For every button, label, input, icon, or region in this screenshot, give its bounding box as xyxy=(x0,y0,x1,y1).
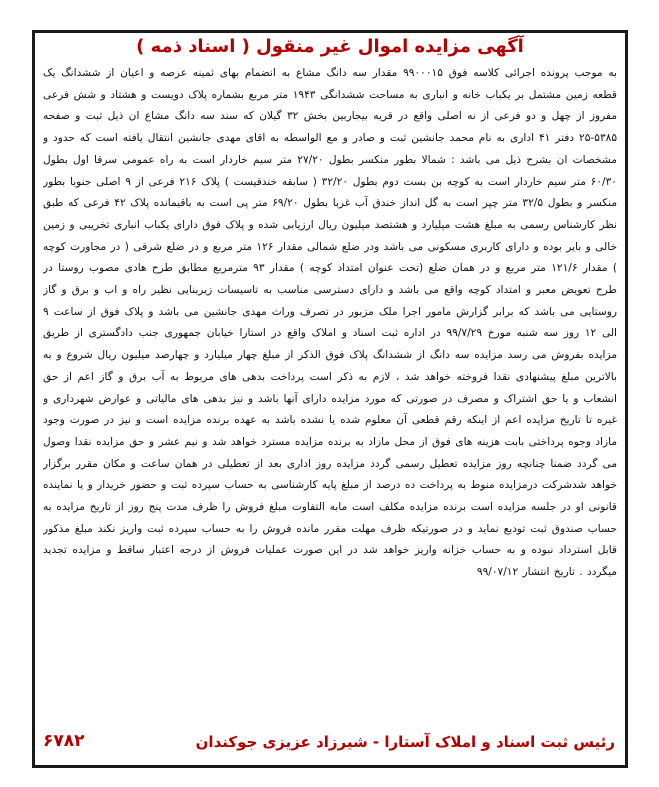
notice-title: آگهی مزایده اموال غیر منقول ( اسناد ذمه ) xyxy=(136,36,524,57)
notice-footer xyxy=(43,729,615,759)
notice-code: ۶۷۸۲ xyxy=(43,731,85,751)
auction-notice xyxy=(32,30,628,768)
signature-line: رئیس ثبت اسناد و املاک آستارا - شیرزاد عزیزی جوکندان xyxy=(195,733,615,751)
notice-body: به موجب پرونده اجرائی کلاسه فوق ۹۹۰۰۰۱۵ مقدار سه دانگ مشاع به انضمام بهای ثمینه عرصه و اعیان از ششدانگ یک قطعه زمین مشتمل بر یکباب خانه و انباری به مساحت ششدانگی ۱۹۴۳ متر مربع بشماره پلاک دویست و هشتاد و شش فرعی مفروز از چهل و دو فرعی از نه اصلی واقع در قریه بیجاربین بخش ۳۲ گیلان که سند سه دانگ مشاع ان ذیل ثبت و صفحه ۵۳۸۵-۲۵ دفتر ۴۱ اداری به نام محمد جانشین ثبت و صادر و مع الواسطه به اقای مهدی جانشین انتقال یافته است که حدود و مشخصات ان بشرح ذیل می باشد : شمالا بطور منکسر بطول ۲۷/۲۰ متر سیم خاردار است به راه عمومی سرقا اول بطول ۶۰/۳۰ متر سیم خاردار است به کوچه بن بست دوم بطول ۳۲/۲۰ ( سابقه خندقیست ) پلاک ۲۱۶ فرعی از ۹ اصلی جنوبا بطور منکسر و بطول ۳۲/۵ متر چپر است به گل انداز خندق آب غربا بطول ۶۹/۲۰ متر پی است به باقیمانده پلاک ۴۲ فرعی که طبق نظر کارشناس رسمی به مبلغ هشت میلیارد و هشتصد میلیون ریال ارزیابی شده و پلاک فوق دارای یکباب انباری تخریبی و زمین خالی و بایر بوده و دارای کاربری مسکونی می باشد ودر ضلع شمالی مقدار ۱۲۶ متر مربع و در ضلع شرقی ( در مجاورت کوچه ) مقدار ۱۲۱/۶ متر مربع و در همان ضلع (تحت عنوان امتداد کوچه ) مقدار ۹۳ مترمربع مطابق طرح هادی مصوب روستا در طرح تعویض معبر و امتداد کوچه واقع می باشد و دارای دسترسی مناسب به تاسیسات زیربنایی نظیر راه و اب و برق و گاز روستایی می باشد که برابر گزارش مامور اجرا ملک مزبور در تصرف وراث مهدی جانشین می باشد و پلاک فوق از ساعت ۹ الی ۱۲ روز سه شنبه مورخ ۹۹/۷/۲۹ در اداره ثبت اسناد و املاک واقع در استارا خیابان جمهوری جنب دادگستری از طریق مزایده بفروش می رسد مزایده سه دانگ از ششدانگ پلاک فوق الذکر از مبلغ چهار میلیارد و چهارصد میلیون ریال شروع و به بالاترین مبلغ پیشنهادی نقدا فروخته خواهد شد ، لازم به ذکر است پرداخت بدهی های مربوط به آب برق و گاز اعم از حق انشعاب و یا حق اشتراک و مصرف در صورتی که مورد مزایده دارای آنها باشد و نیز بدهی های مالیاتی و عوارض شهرداری و غیره تا تاریخ مزایده اعم از اینکه رقم قطعی آن معلوم شده یا نشده باشد به عهده برنده مزایده است و نیز در صورت وجود مازاد وجوه پرداختی بابت هزینه های فوق از محل مازاد به برنده مزایده مسترد خواهد شد و نیم عشر و حق مزایده نقدا وصول می گردد ضمنا چنانچه روز مزایده تعطیل رسمی گردد مزایده روز اداری بعد از تعطیلی در همان ساعت و مکان مقرر برگزار خواهد شدشرکت درمزایده منوط به پرداخت ده درصد از مبلغ پایه کارشناسی به حساب سپرده ثبت و حضور خریدار و یا نماینده قانونی او در جلسه مزایده است برنده مزایده مکلف است مابه التفاوت مبلغ فروش را ظرف مدت پنج روز از تاریخ مزایده به حساب صندوق ثبت تودیع نماید و در صورتیکه ظرف مهلت مقرر مانده فروش را به حساب سپرده ثبت واریز نکند مبلغ مذکور قابل استرداد نبوده و به حساب خزانه واریز خواهد شد در این صورت عملیات فروش از درجه اعتبار ساقط و مزایده تجدید میگردد . تاریخ انتشار ۹۹/۰۷/۱۲ xyxy=(43,67,617,579)
